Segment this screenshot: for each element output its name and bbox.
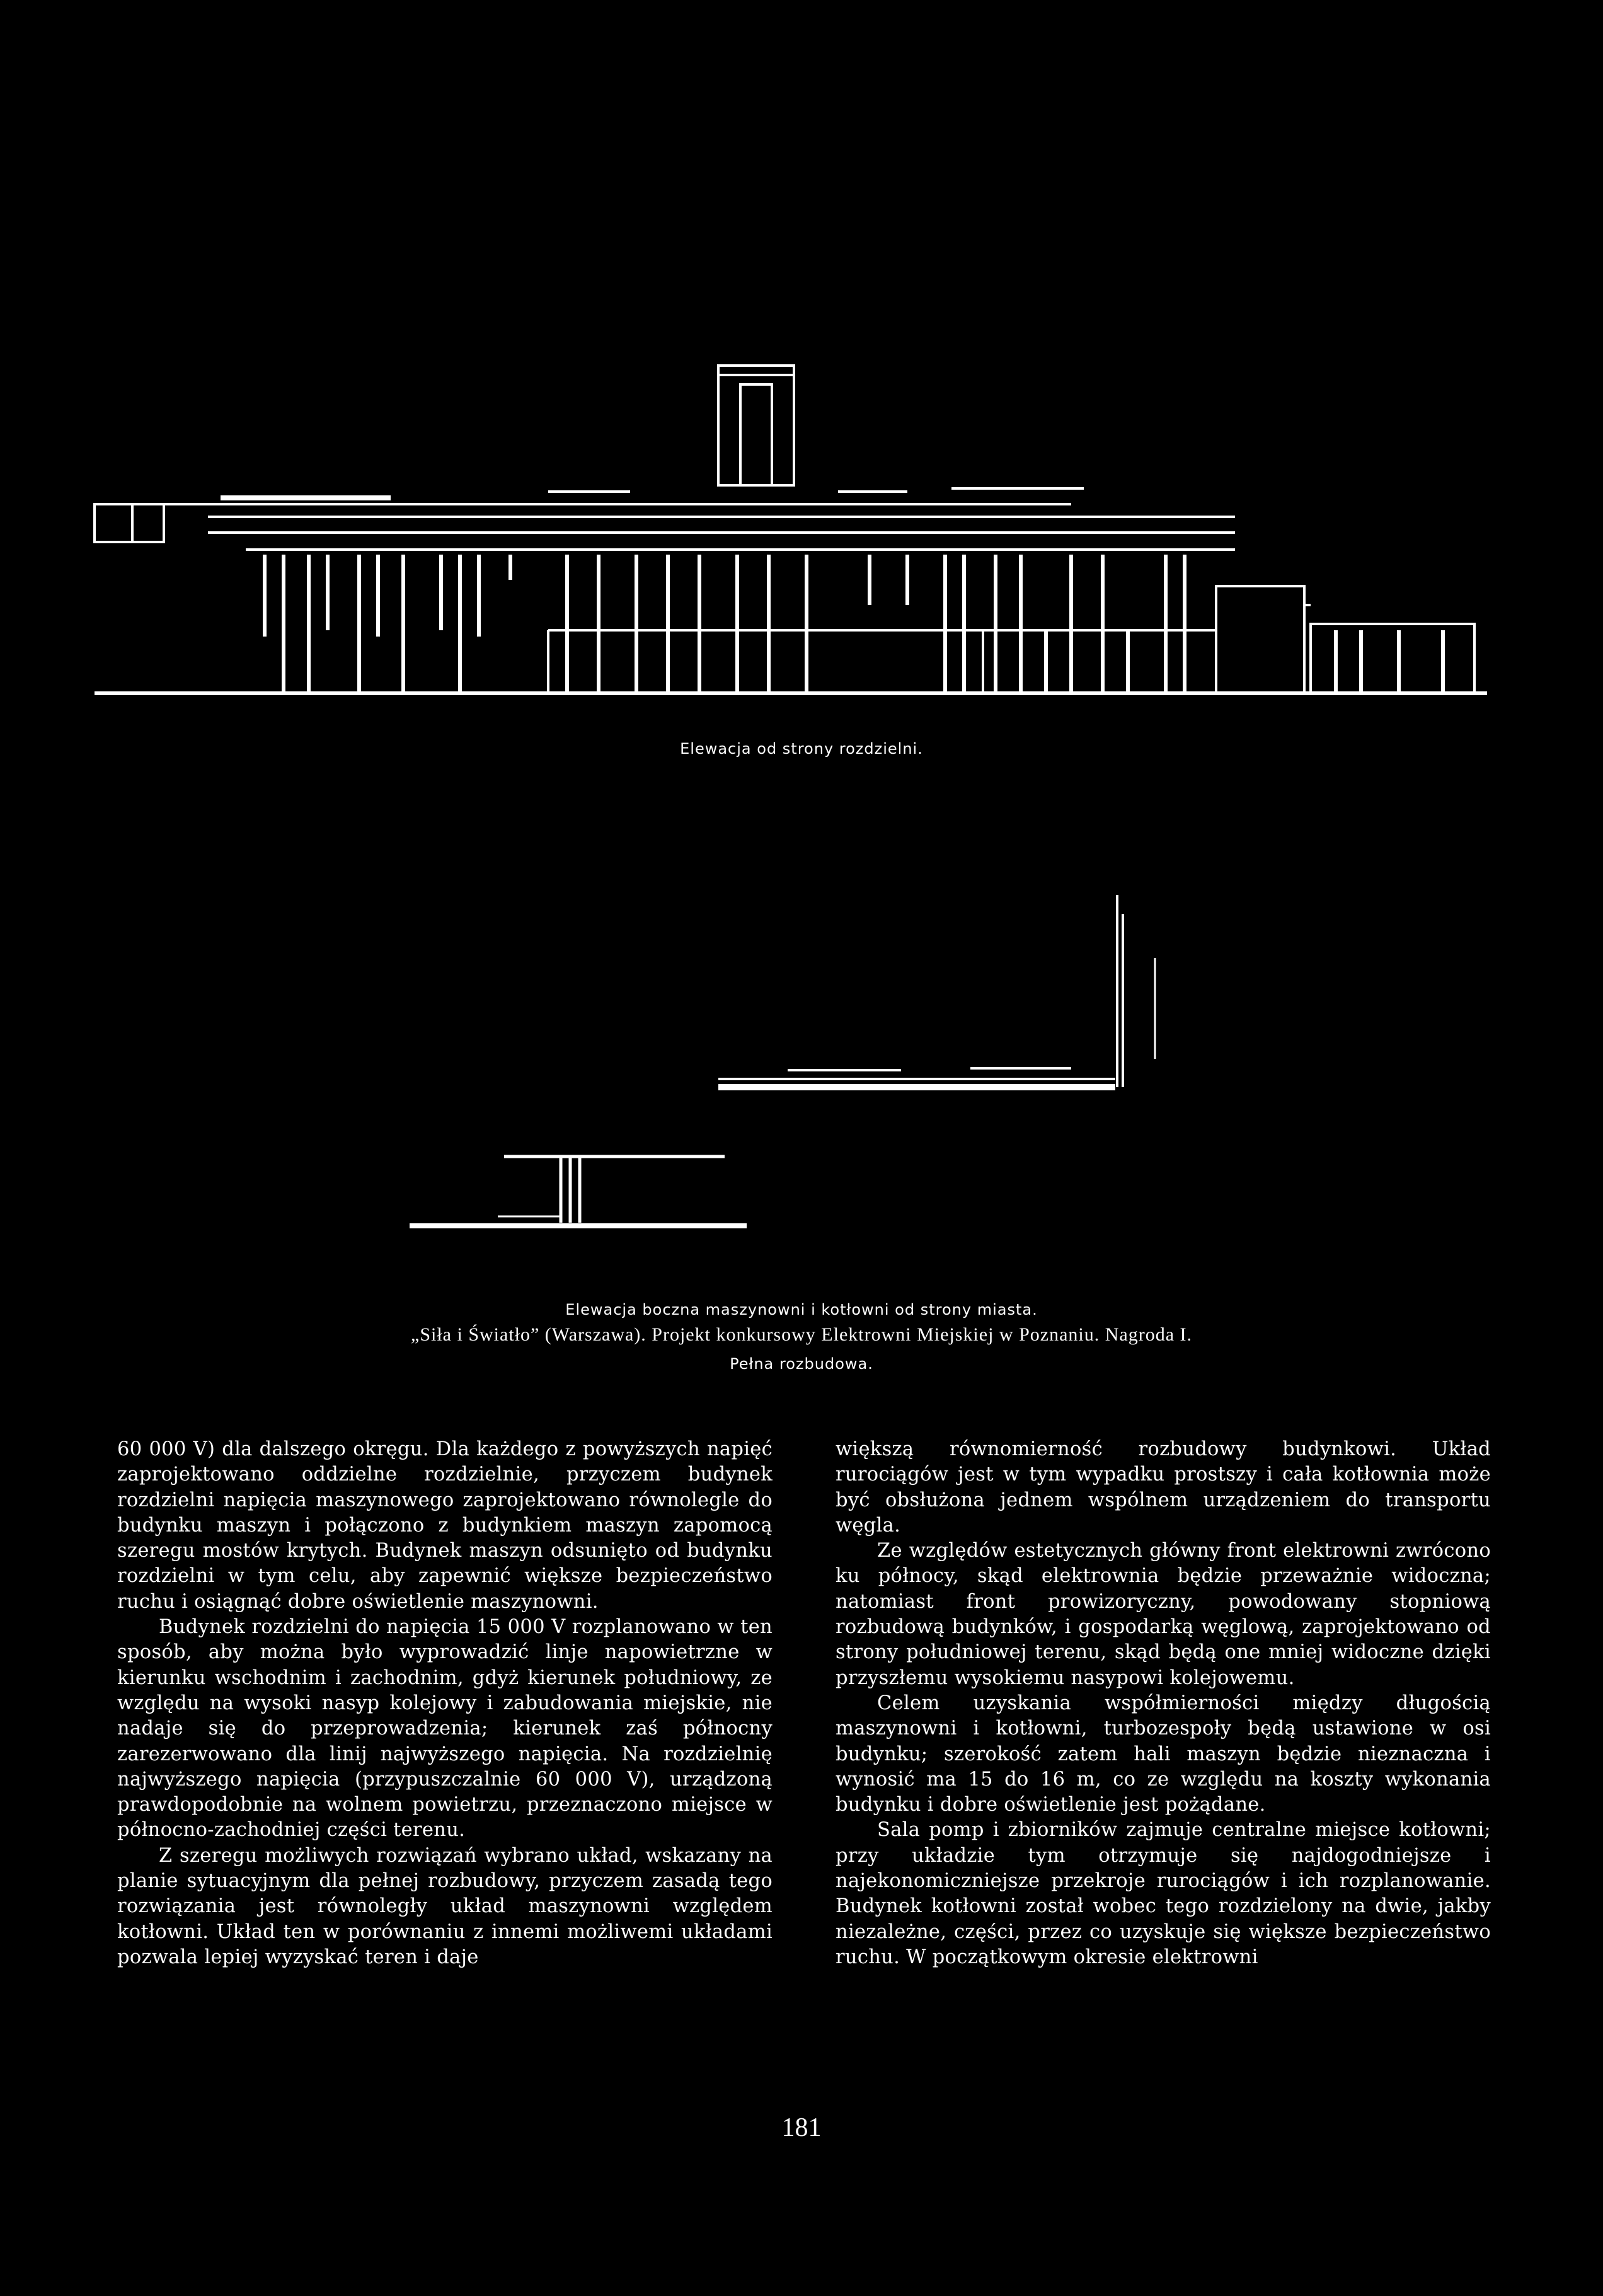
right-text-column: [836, 1437, 1491, 1970]
paragraph: Budynek rozdzielni do napięcia 15 000 V rozplanowano w ten sposób, aby można było wyprowadzić linje napowietrzne w kierunku wschodnim i zachodnim, gdyż kierunek południowy, ze względu na wysoki nasyp kolejowy i zabudowania miejskie, nie nadaje się do przeprowadzenia; kierunek zaś północny zarezerwowano dla linij najwyższego napięcia. Na rozdzielnię najwyższego napięcia (przypuszczalnie 60 000 V), urządzoną prawdopodobnie na wolnem powietrzu, przeznaczono miejsce w północno-zachodniej części terenu.: [117, 1616, 773, 1842]
page-number: 181: [781, 2113, 822, 2142]
figure2-caption-line-3: Pełna rozbudowa.: [730, 1355, 873, 1373]
paragraph: większą równomierność rozbudowy budynkowi. Układ rurociągów jest w tym wypadku prostszy i cała kotłownia może być obsłużona jednem wspólnem urządzeniem do transportu węgla.: [836, 1438, 1491, 1537]
figure2-caption-line-1: Elewacja boczna maszynowni i kotłowni od strony miasta.: [565, 1301, 1038, 1318]
paragraph: 60 000 V) dla dalszego okręgu. Dla każdego z powyższych napięć zaprojektowano oddzielne rozdzielnie, przyczem budynek rozdzielni napięcia maszynowego zaprojektowano równolegle do budynku maszyn i połączono z budynkiem maszyn zapomocą szeregu mostów krytych. Budynek maszyn odsunięto od budynku rozdzielni w tym celu, aby zapewnić większe bezpieczeństwo ruchu i osiągnąć dobre oświetlenie maszynowni.: [117, 1438, 773, 1613]
paragraph: Z szeregu możliwych rozwiązań wybrano układ, wskazany na planie sytuacyjnym dla pełnej rozbudowy, przyczem zasadą tego rozwiązania jest równoległy układ maszynowni względem kotłowni. Układ ten w porównaniu z innemi możliwemi układami pozwala lepiej wyzyskać teren i daje: [117, 1844, 773, 1968]
paragraph: Celem uzyskania współmierności między długością maszynowni i kotłowni, turbozespoły będą ustawione w osi budynku; szerokość zatem hali maszyn będzie nieznaczna i wynosić ma 15 do 16 m, co ze względu na koszty wykonania budynku i dobre oświetlenie jest pożądane.: [836, 1692, 1491, 1816]
figure1-caption: Elewacja od strony rozdzielni.: [680, 740, 923, 758]
figure2-caption-line-2: „Siła i Światło” (Warszawa). Projekt konkursowy Elektrowni Miejskiej w Poznaniu. Nagroda I.: [411, 1324, 1192, 1345]
left-text-column: [117, 1437, 773, 1970]
paragraph: Ze względów estetycznych główny front elektrowni zwrócono ku północy, skąd elektrownia będzie przeważnie widoczna; natomiast front prowizoryczny, powodowany stopniową rozbudową budynków, i gospodarką węglową, zaprojektowano od strony południowej terenu, skąd będą one mniej widoczne dzięki przyszłemu wysokiemu nasypowi kolejowemu.: [836, 1540, 1491, 1689]
paragraph: Sala pomp i zbiorników zajmuje centralne miejsce kotłowni; przy układzie tym otrzymuje się najdogodniejsze i najekonomiczniejsze przekroje rurociągów i ich rozplanowanie. Budynek kotłowni został wobec tego rozdzielony na dwie, jakby niezależne, części, przez co uzyskuje się większe bezpieczeństwo ruchu. W początkowym okresie elektrowni: [836, 1819, 1491, 1968]
